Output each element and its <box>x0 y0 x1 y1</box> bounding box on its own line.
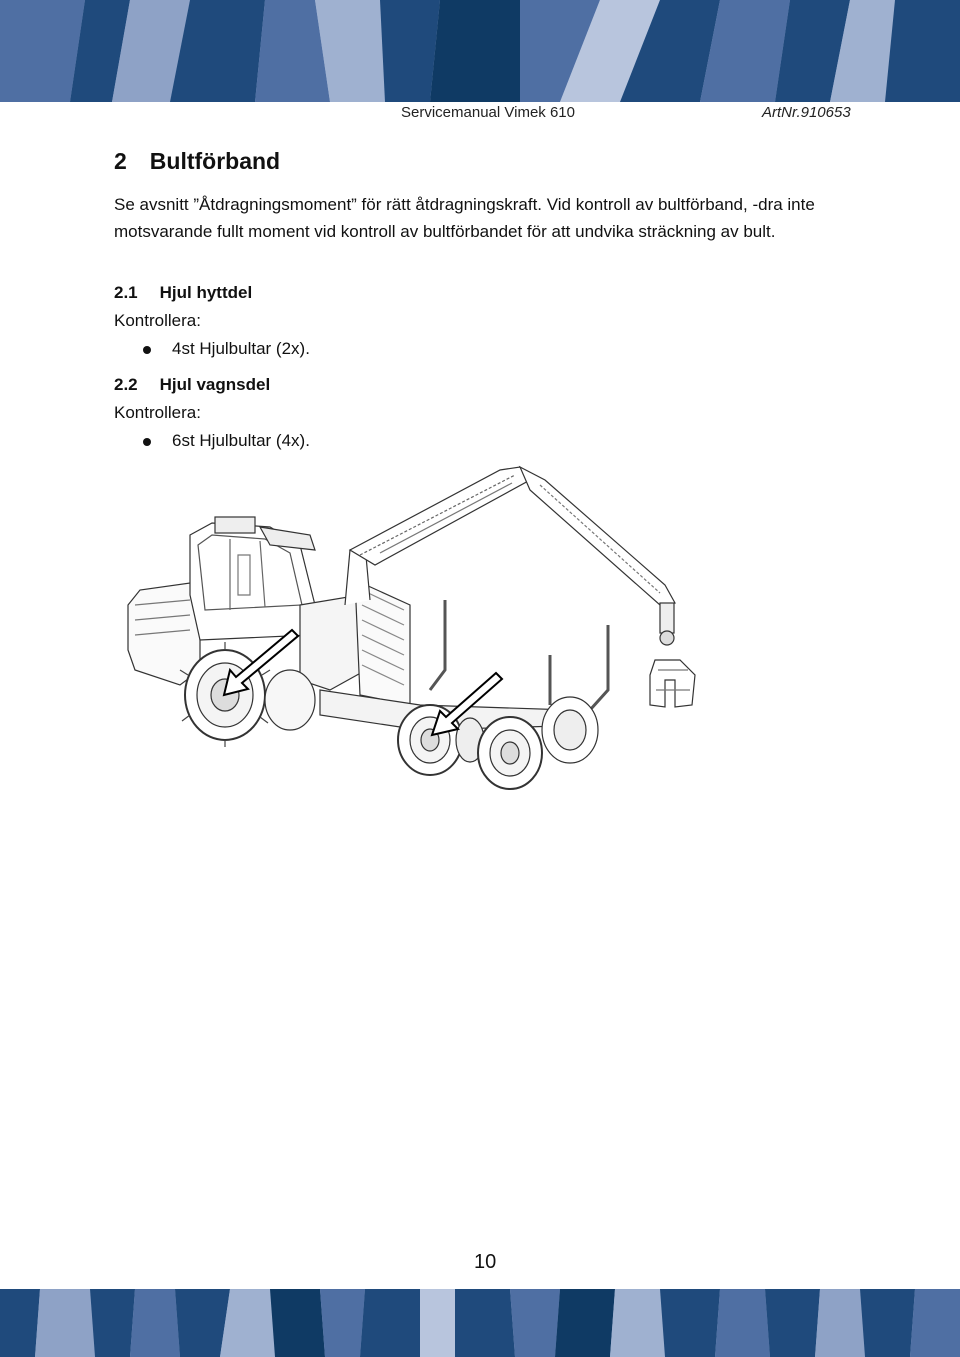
check-label: Kontrollera: <box>114 403 201 422</box>
section-body: Se avsnitt ”Åtdragningsmoment” för rätt åtdragningskraft. Vid kontroll av bultförband, -dra inte motsvarande fullt moment vid kontroll av bultförbandet för att undvika sträckning av bult. <box>114 195 815 241</box>
section-heading <box>114 148 280 175</box>
list-item-text: 6st Hjulbultar (4x). <box>172 431 310 450</box>
subsection-title: Hjul vagnsdel <box>159 375 271 394</box>
bullet-icon <box>143 438 151 446</box>
subsection-heading-2-1 <box>114 283 252 303</box>
article-number: ArtNr.910653 <box>762 104 851 121</box>
list-item <box>143 339 310 359</box>
footer-decorative-band <box>0 1289 960 1357</box>
page-number: 10 <box>474 1251 497 1273</box>
list-item-text: 4st Hjulbultar (2x). <box>172 339 310 358</box>
section-number: 2 <box>114 148 127 174</box>
subsection-number: 2.2 <box>114 375 138 394</box>
header-decorative-band <box>0 0 960 102</box>
subsection-title: Hjul hyttdel <box>159 283 253 302</box>
check-label: Kontrollera: <box>114 311 201 330</box>
forwarder-illustration <box>120 455 710 795</box>
section-title: Bultförband <box>149 148 281 174</box>
list-item <box>143 431 310 451</box>
subsection-number: 2.1 <box>114 283 138 302</box>
subsection-heading-2-2 <box>114 375 270 395</box>
manual-title: Servicemanual Vimek 610 <box>401 104 575 121</box>
bullet-icon <box>143 346 151 354</box>
